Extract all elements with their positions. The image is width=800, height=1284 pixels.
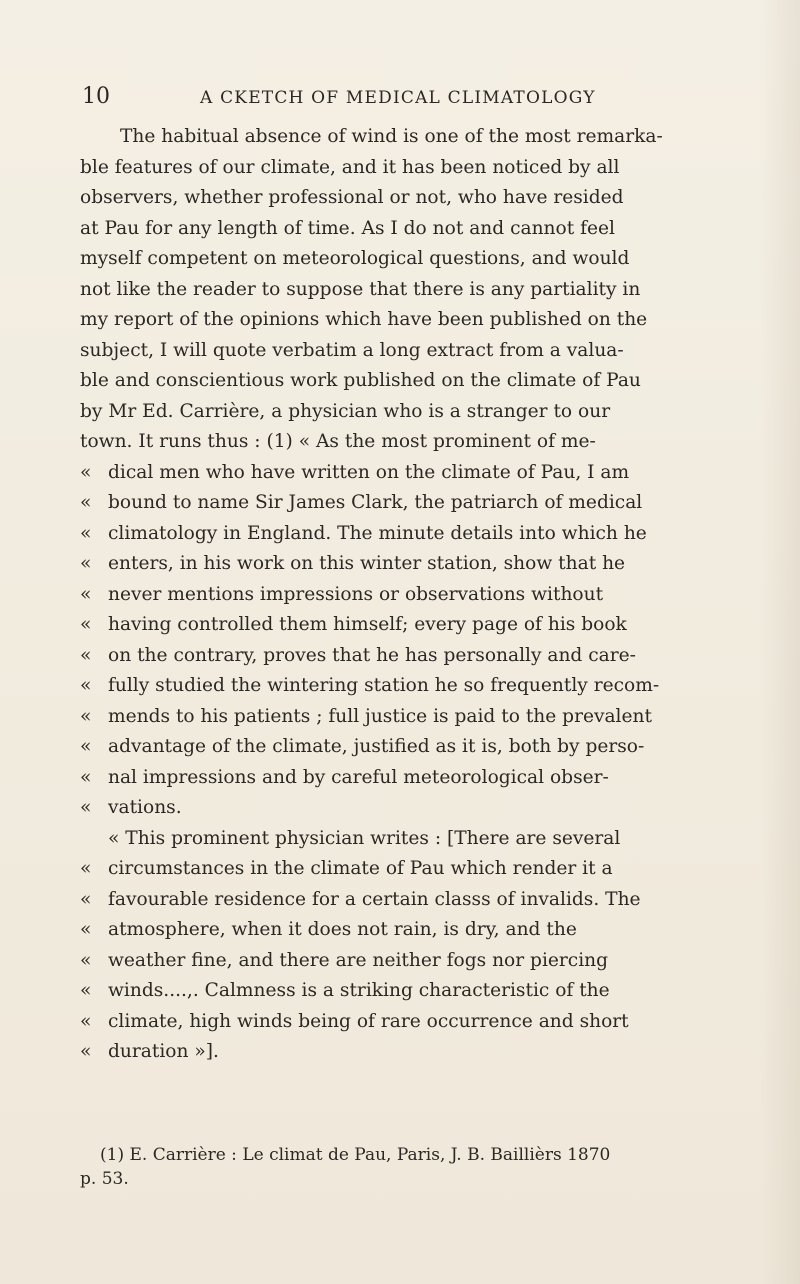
- quote-line: [80, 671, 740, 702]
- quote-text: enters, in his work on this winter station, show that he: [108, 553, 626, 574]
- text-line: The habitual absence of wind is one of the most remarka-: [120, 126, 663, 147]
- quote-text: atmosphere, when it does not rain, is dry, and the: [108, 919, 577, 940]
- quote-line: [80, 702, 740, 733]
- text-line: town. It runs thus : (1) « As the most prominent of me-: [80, 431, 596, 452]
- quote-paragraph-start: « This prominent physician writes : [There are several: [108, 827, 621, 849]
- quote-mark: «: [80, 644, 92, 666]
- quote-mark: «: [80, 522, 92, 544]
- quote-mark: «: [80, 888, 92, 910]
- quote-text: weather fine, and there are neither fogs nor piercing: [108, 949, 609, 971]
- quote-mark: «: [80, 553, 92, 574]
- quote-mark: «: [80, 949, 92, 971]
- quote-line: [80, 549, 740, 580]
- text-line: ble features of our climate, and it has been noticed by all: [80, 156, 620, 178]
- quote-line: [80, 915, 740, 946]
- quote-text: favourable residence for a certain classs of invalids. The: [108, 888, 641, 910]
- quote-text: fully studied the wintering station he so frequently recom-: [108, 675, 660, 696]
- quote-line: [80, 519, 740, 550]
- quote-mark: «: [80, 461, 92, 483]
- page-number: 10: [82, 84, 110, 109]
- quote-text: mends to his patients ; full justice is paid to the prevalent: [108, 705, 652, 727]
- quote-text: climatology in England. The minute details into which he: [108, 522, 647, 544]
- text-line: not like the reader to suppose that there is any partiality in: [80, 278, 641, 300]
- quote-line: [80, 610, 740, 641]
- quote-line: [80, 1037, 740, 1068]
- footnote-citation: (1) E. Carrière : Le climat de Pau, Paris, J. B. Baillièrs 1870: [100, 1145, 611, 1165]
- quote-line: [80, 885, 740, 916]
- quote-text: on the contrary, proves that he has personally and care-: [108, 644, 636, 666]
- page-header: [82, 84, 722, 114]
- text-line: my report of the opinions which have been published on the: [80, 309, 648, 330]
- quote-line: [80, 580, 740, 611]
- quote-mark: «: [80, 858, 92, 879]
- body-text: [80, 122, 740, 1068]
- quote-text: winds....,. Calmness is a striking characteristic of the: [108, 980, 610, 1001]
- footnote: [80, 1143, 740, 1191]
- quote-line: [80, 458, 740, 489]
- text-line: subject, I will quote verbatim a long extract from a valua-: [80, 339, 624, 361]
- text-line: by Mr Ed. Carrière, a physician who is a stranger to our: [80, 400, 611, 422]
- quote-mark: «: [80, 980, 92, 1001]
- quote-text: climate, high winds being of rare occurrence and short: [108, 1010, 629, 1032]
- text-line: myself competent on meteorological questions, and would: [80, 248, 630, 269]
- quote-mark: «: [80, 919, 92, 940]
- quote-mark: «: [80, 675, 92, 696]
- running-title: A CKETCH OF MEDICAL CLIMATOLOGY: [200, 88, 596, 108]
- quote-mark: «: [80, 1041, 92, 1062]
- quote-text: circumstances in the climate of Pau which render it a: [108, 858, 613, 879]
- quote-line: [80, 793, 740, 824]
- quote-line: [80, 488, 740, 519]
- quote-mark: «: [80, 614, 92, 635]
- quote-text: advantage of the climate, justified as it is, both by perso-: [108, 736, 645, 757]
- text-line: ble and conscientious work published on the climate of Pau: [80, 370, 641, 391]
- quote-text: vations.: [108, 797, 182, 818]
- quote-text: nal impressions and by careful meteorological obser-: [108, 766, 609, 788]
- quote-text: dical men who have written on the climate of Pau, I am: [108, 461, 630, 483]
- quote-mark: «: [80, 736, 92, 757]
- quote-line: [80, 641, 740, 672]
- quote-mark: «: [80, 1010, 92, 1032]
- quote-text: having controlled them himself; every page of his book: [108, 614, 627, 635]
- quote-mark: «: [80, 583, 92, 605]
- quote-text: bound to name Sir James Clark, the patriarch of medical: [108, 492, 643, 513]
- quote-line: [80, 946, 740, 977]
- quote-mark: «: [80, 766, 92, 788]
- quote-mark: «: [80, 705, 92, 727]
- quote-line: [80, 732, 740, 763]
- quote-line: [80, 763, 740, 794]
- text-line: at Pau for any length of time. As I do not and cannot feel: [80, 217, 615, 239]
- quote-line: [80, 976, 740, 1007]
- quote-line: [80, 1007, 740, 1038]
- footnote-page: p. 53.: [80, 1169, 129, 1189]
- quote-mark: «: [80, 492, 92, 513]
- quote-text: never mentions impressions or observations without: [108, 583, 604, 605]
- quote-mark: «: [80, 797, 92, 818]
- quote-text: duration »].: [108, 1041, 219, 1062]
- text-line: observers, whether professional or not, who have resided: [80, 187, 624, 208]
- quote-line: [80, 854, 740, 885]
